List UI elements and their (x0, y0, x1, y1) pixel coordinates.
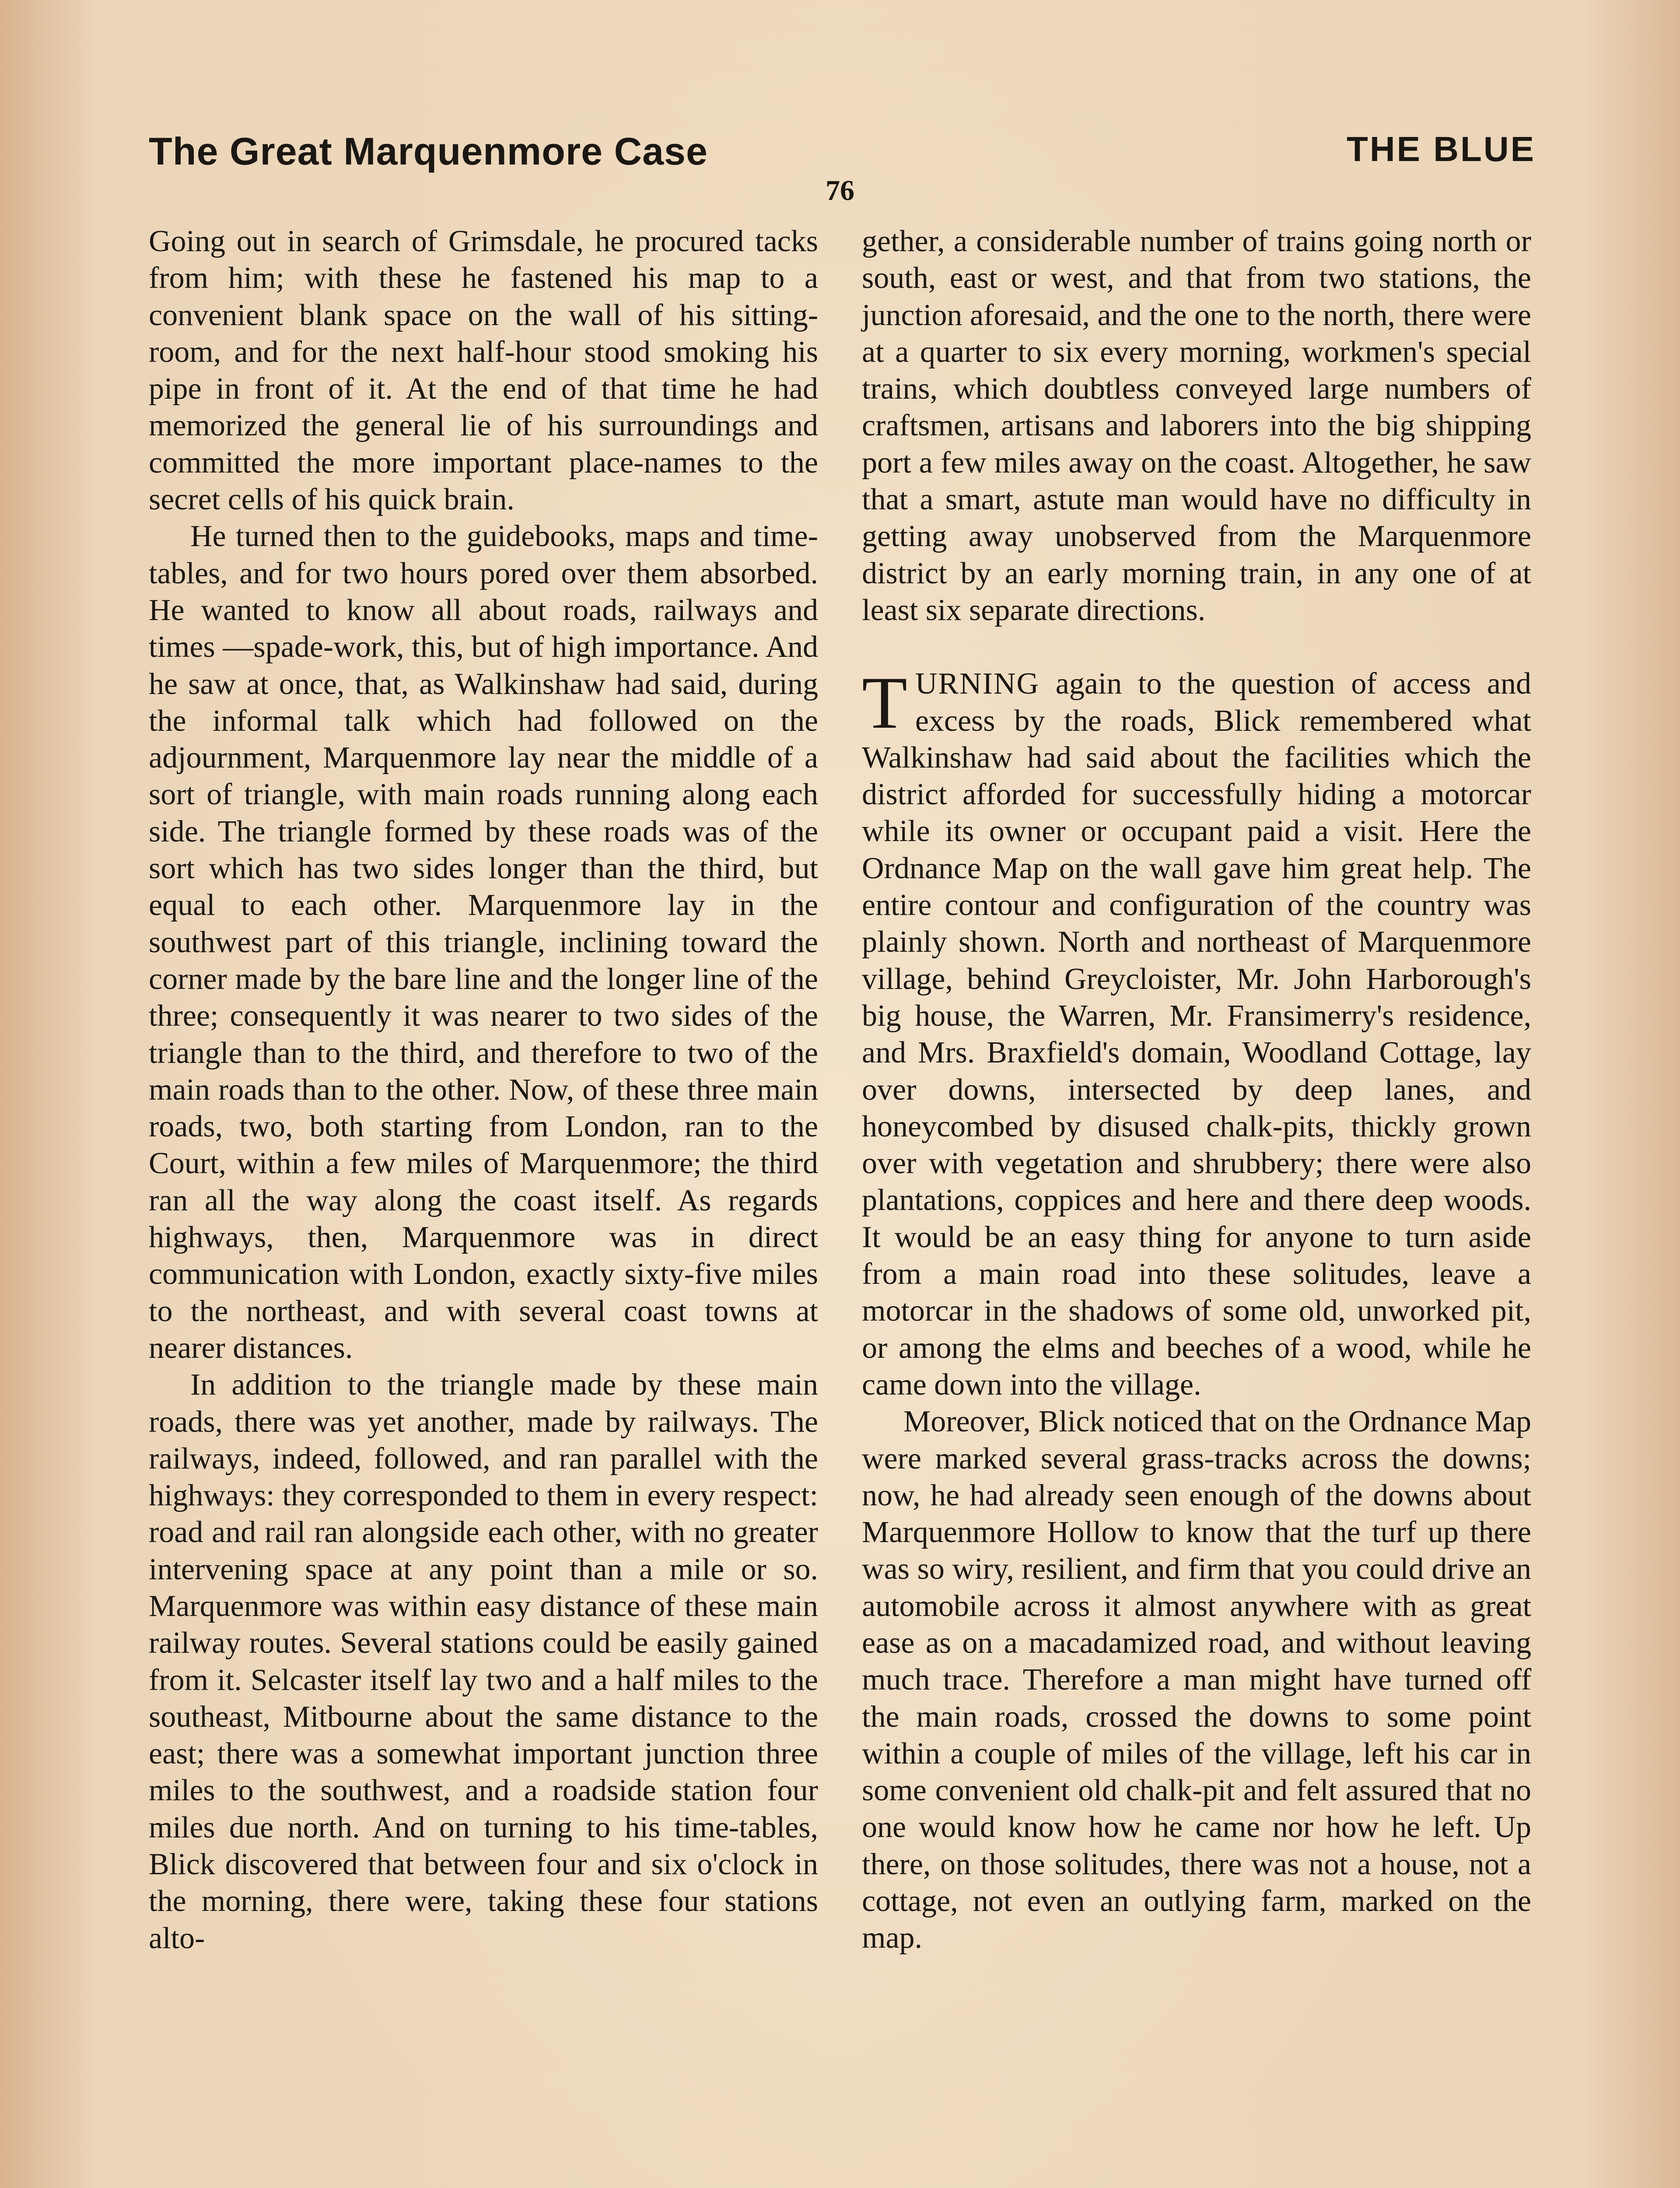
section-break (862, 629, 1531, 666)
left-paragraph-3: In addition to the triangle made by these main roads, there was yet another, made by railways. The railways, indeed, followed, and ran parallel with the highways: they corresponded to them in every respect: road and rail ran alongside each other, with no greater intervening space at any point than a mile or so. Marquenmore was within easy distance of these main railway routes. Several stations could be easily gained from it. Selcaster itself lay two and a half miles to the southeast, Mitbourne about the same distance to the east; there was a somewhat important junction three miles to the southwest, and a roadside station four miles due north. And on turning to his time-tables, Blick discovered that between four and six o'clock in the morning, there were, taking these four stations alto- (149, 1368, 818, 1955)
small-caps-lead: URNING (915, 667, 1040, 701)
story-title: The Great Marquenmore Case (149, 130, 708, 173)
drop-cap: T (862, 662, 907, 744)
left-column (149, 223, 818, 1957)
right-column (862, 223, 1531, 1957)
right-paragraph-3: Moreover, Blick noticed that on the Ordnance Map were marked several grass-tracks across the downs; now, he had already seen enough of the downs about Marquenmore Hollow to know that the turf up there was so wiry, resilient, and firm that you could drive an automobile across it almost anywhere with as great ease as on a macadamized road, and without leaving much trace. Therefore a man might have turned off the main roads, crossed the downs to some point within a couple of miles of the village, left his car in some convenient old chalk-pit and felt assured that no one would know how he came nor how he left. Up there, on those solitudes, there was not a house, not a cottage, not even an outlying farm, marked on the map. (862, 1405, 1531, 1955)
left-paragraph-2: He turned then to the guidebooks, maps and time-tables, and for two hours pored over them absorbed. He wanted to know all about roads, railways and times —spade-work, this, but of high importance. And he saw at once, that, as Walkinshaw had said, during the informal talk which had followed on the adjournment, Marquenmore lay near the middle of a sort of triangle, with main roads running along each side. The triangle formed by these roads was of the sort which has two sides longer than the third, but equal to each other. Marquenmore lay in the southwest part of this triangle, inclining toward the corner made by the bare line and the longer line of the three; consequently it was nearer to two sides of the triangle than to the third, and therefore to two of the main roads than to the other. Now, of these three main roads, two, both starting from London, ran to the Court, within a few miles of Marquenmore; the third ran all the way along the coast itself. As regards highways, then, Marquenmore was in direct communication with London, exactly sixty-five miles to the northeast, and with several coast towns at nearer distances. (149, 519, 818, 1365)
right-paragraph-1: gether, a considerable number of trains going north or south, east or west, and that from two stations, the junction aforesaid, and the one to the north, there were at a quarter to six every morning, workmen's special trains, which doubtless conveyed large numbers of craftsmen, artisans and laborers into the big shipping port a few miles away on the coast. Altogether, he saw that a smart, astute man would have no difficulty in getting away unobserved from the Marquenmore district by an early morning train, in any one of at least six separate directions. (862, 224, 1531, 627)
page-header (149, 129, 1536, 182)
right-paragraph-2 (862, 662, 1531, 1403)
magazine-name: THE BLUE (1347, 130, 1536, 168)
left-paragraph-1: Going out in search of Grimsdale, he procured tacks from him; with these he fastened his map to a convenient blank space on the wall of his sitting-room, and for the next half-hour stood smoking his pipe in front of it. At the end of that time he had memorized the general lie of his surroundings and committed the more important place-names to the secret cells of his quick brain. (149, 224, 818, 517)
page-number: 76 (826, 175, 854, 207)
right-paragraph-2-text: again to the question of access and excess by the roads, Blick remembered what Walkinshaw had said about the facilities which the district afforded for successfully hiding a motorcar while its owner or occupant paid a visit. Here the Ordnance Map on the wall gave him great help. The entire contour and configuration of the country was plainly shown. North and northeast of Marquenmore village, behind Greycloister, Mr. John Harborough's big house, the Warren, Mr. Fransimerry's residence, and Mrs. Braxfield's domain, Woodland Cottage, lay over downs, intersected by deep lanes, and honeycombed by disused chalk-pits, thickly grown over with vegetation and shrubbery; there were also plantations, coppices and here and there deep woods. It would be an easy thing for anyone to turn aside from a main road into these solitudes, leave a motorcar in the shadows of some old, unworked pit, or among the elms and beeches of a wood, while he came down into the village. (862, 667, 1531, 1402)
